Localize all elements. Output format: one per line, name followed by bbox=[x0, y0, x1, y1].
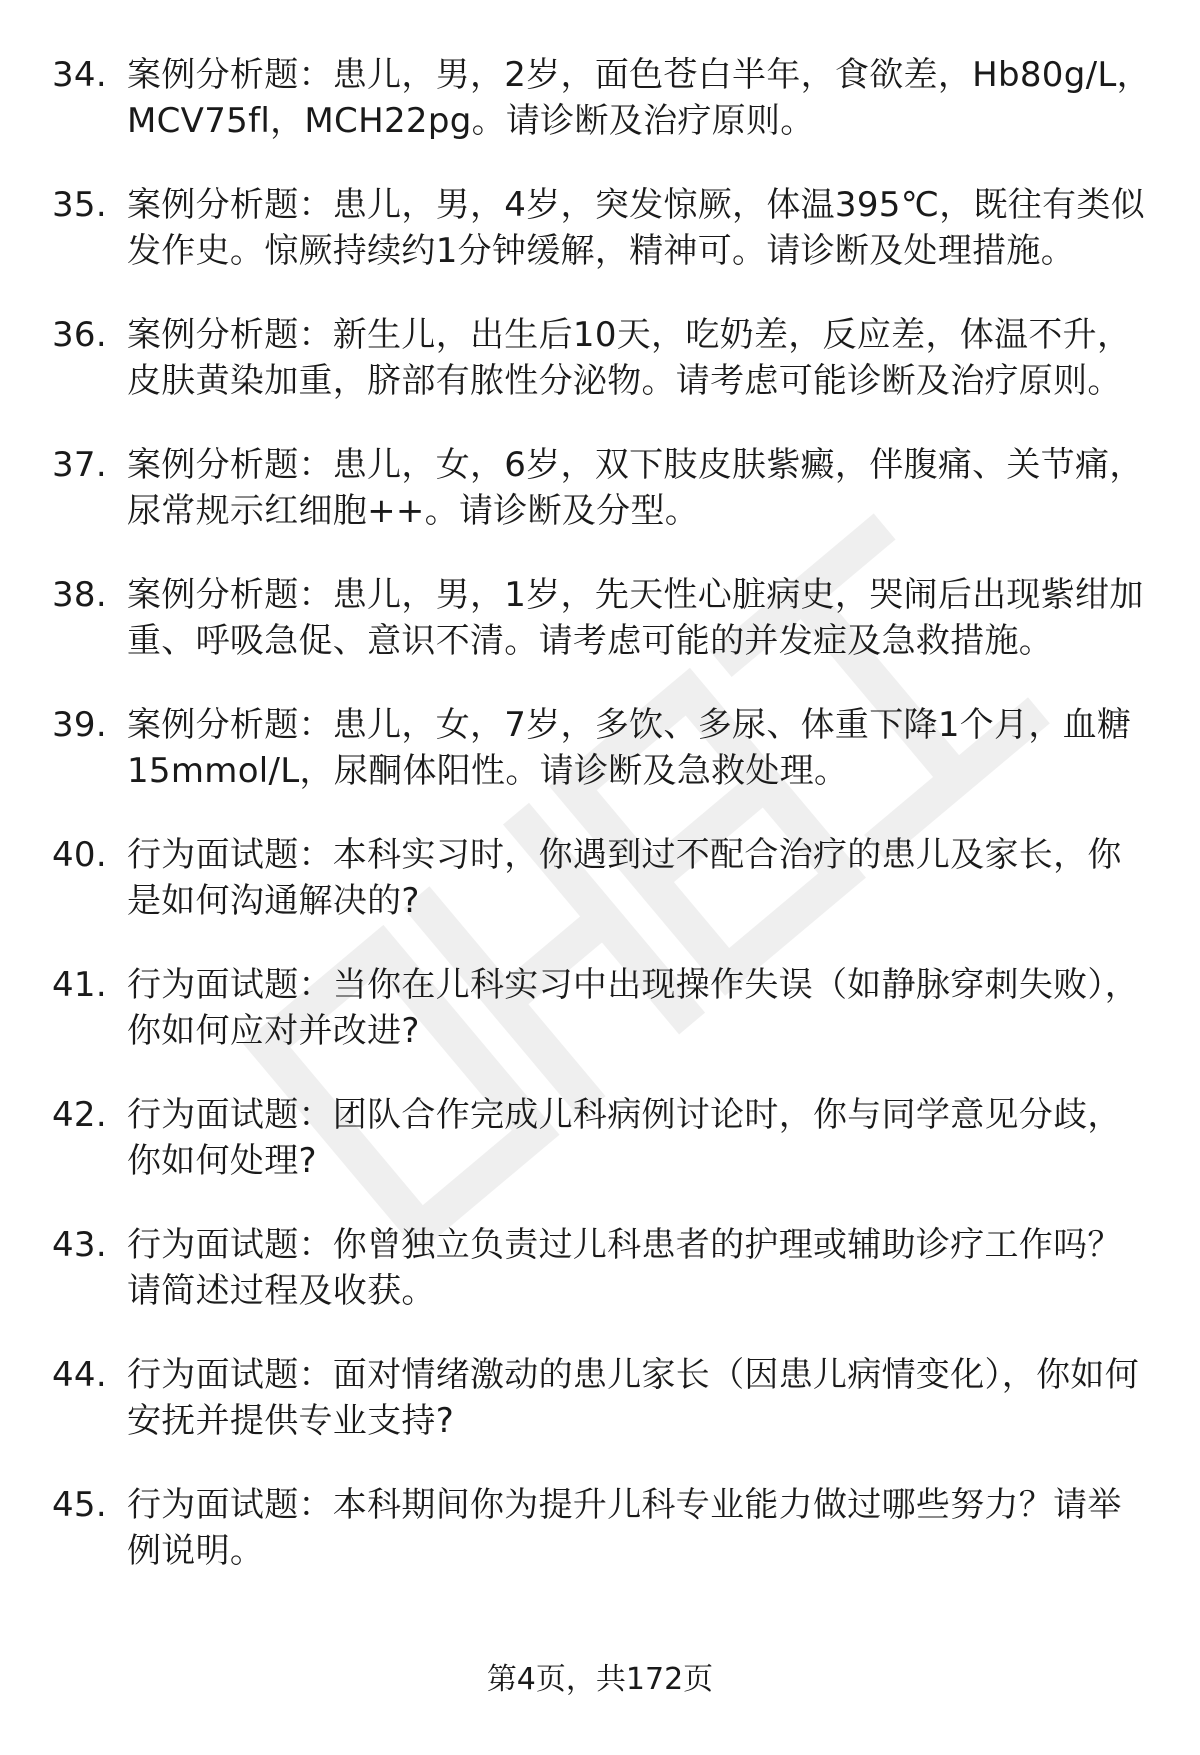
question-text: 案例分析题：新生儿，出生后10天，吃奶差，反应差，体温不升，皮肤黄染加重，脐部有脓性分泌物。请考虑可能诊断及治疗原则。 bbox=[127, 315, 1132, 401]
question-item bbox=[0, 182, 1200, 274]
question-number: 44. bbox=[52, 1355, 107, 1395]
question-number: 39. bbox=[52, 705, 107, 745]
question-text: 行为面试题：面对情绪激动的患儿家长（因患儿病情变化），你如何安抚并提供专业支持? bbox=[127, 1355, 1139, 1441]
question-number: 35. bbox=[52, 185, 107, 225]
question-item bbox=[0, 572, 1200, 664]
question-number: 45. bbox=[52, 1485, 107, 1525]
question-item bbox=[0, 832, 1200, 924]
question-text: 案例分析题：患儿，男，4岁，突发惊厥，体温395℃，既往有类似发作史。惊厥持续约1分钟缓解，精神可。请诊断及处理措施。 bbox=[127, 185, 1146, 271]
question-item bbox=[0, 1482, 1200, 1574]
question-number: 42. bbox=[52, 1095, 107, 1135]
question-number: 36. bbox=[52, 315, 107, 355]
question-list bbox=[0, 52, 1200, 1612]
question-text: 案例分析题：患儿，男，2岁，面色苍白半年，食欲差，Hb80g/L，MCV75fl，MCH22pg。请诊断及治疗原则。 bbox=[127, 55, 1151, 141]
question-item bbox=[0, 1222, 1200, 1314]
question-item bbox=[0, 702, 1200, 794]
question-text: 案例分析题：患儿，女，6岁，双下肢皮肤紫癜，伴腹痛、关节痛，尿常规示红细胞++。请诊断及分型。 bbox=[127, 445, 1144, 531]
question-text: 行为面试题：你曾独立负责过儿科患者的护理或辅助诊疗工作吗？请简述过程及收获。 bbox=[127, 1225, 1122, 1311]
question-item bbox=[0, 442, 1200, 534]
question-number: 43. bbox=[52, 1225, 107, 1265]
question-item bbox=[0, 1092, 1200, 1184]
page-footer: 第4页，共172页 bbox=[486, 1662, 714, 1697]
question-number: 34. bbox=[52, 55, 107, 95]
question-item bbox=[0, 52, 1200, 144]
question-item bbox=[0, 312, 1200, 404]
question-text: 行为面试题：当你在儿科实习中出现操作失误（如静脉穿刺失败），你如何应对并改进? bbox=[127, 965, 1139, 1051]
question-text: 行为面试题：本科实习时，你遇到过不配合治疗的患儿及家长，你是如何沟通解决的? bbox=[127, 835, 1122, 921]
question-text: 案例分析题：患儿，男，1岁，先天性心脏病史，哭闹后出现紫绀加重、呼吸急促、意识不清。请考虑可能的并发症及急救措施。 bbox=[127, 575, 1144, 661]
question-text: 行为面试题：团队合作完成儿科病例讨论时，你与同学意见分歧，你如何处理? bbox=[127, 1095, 1122, 1181]
question-number: 37. bbox=[52, 445, 107, 485]
question-item bbox=[0, 962, 1200, 1054]
question-number: 38. bbox=[52, 575, 107, 615]
question-number: 41. bbox=[52, 965, 107, 1005]
question-text: 案例分析题：患儿，女，7岁，多饮、多尿、体重下降1个月，血糖15mmol/L，尿酮体阳性。请诊断及急救处理。 bbox=[127, 705, 1132, 791]
question-item bbox=[0, 1352, 1200, 1444]
question-number: 40. bbox=[52, 835, 107, 875]
question-text: 行为面试题：本科期间你为提升儿科专业能力做过哪些努力？请举例说明。 bbox=[127, 1485, 1122, 1571]
